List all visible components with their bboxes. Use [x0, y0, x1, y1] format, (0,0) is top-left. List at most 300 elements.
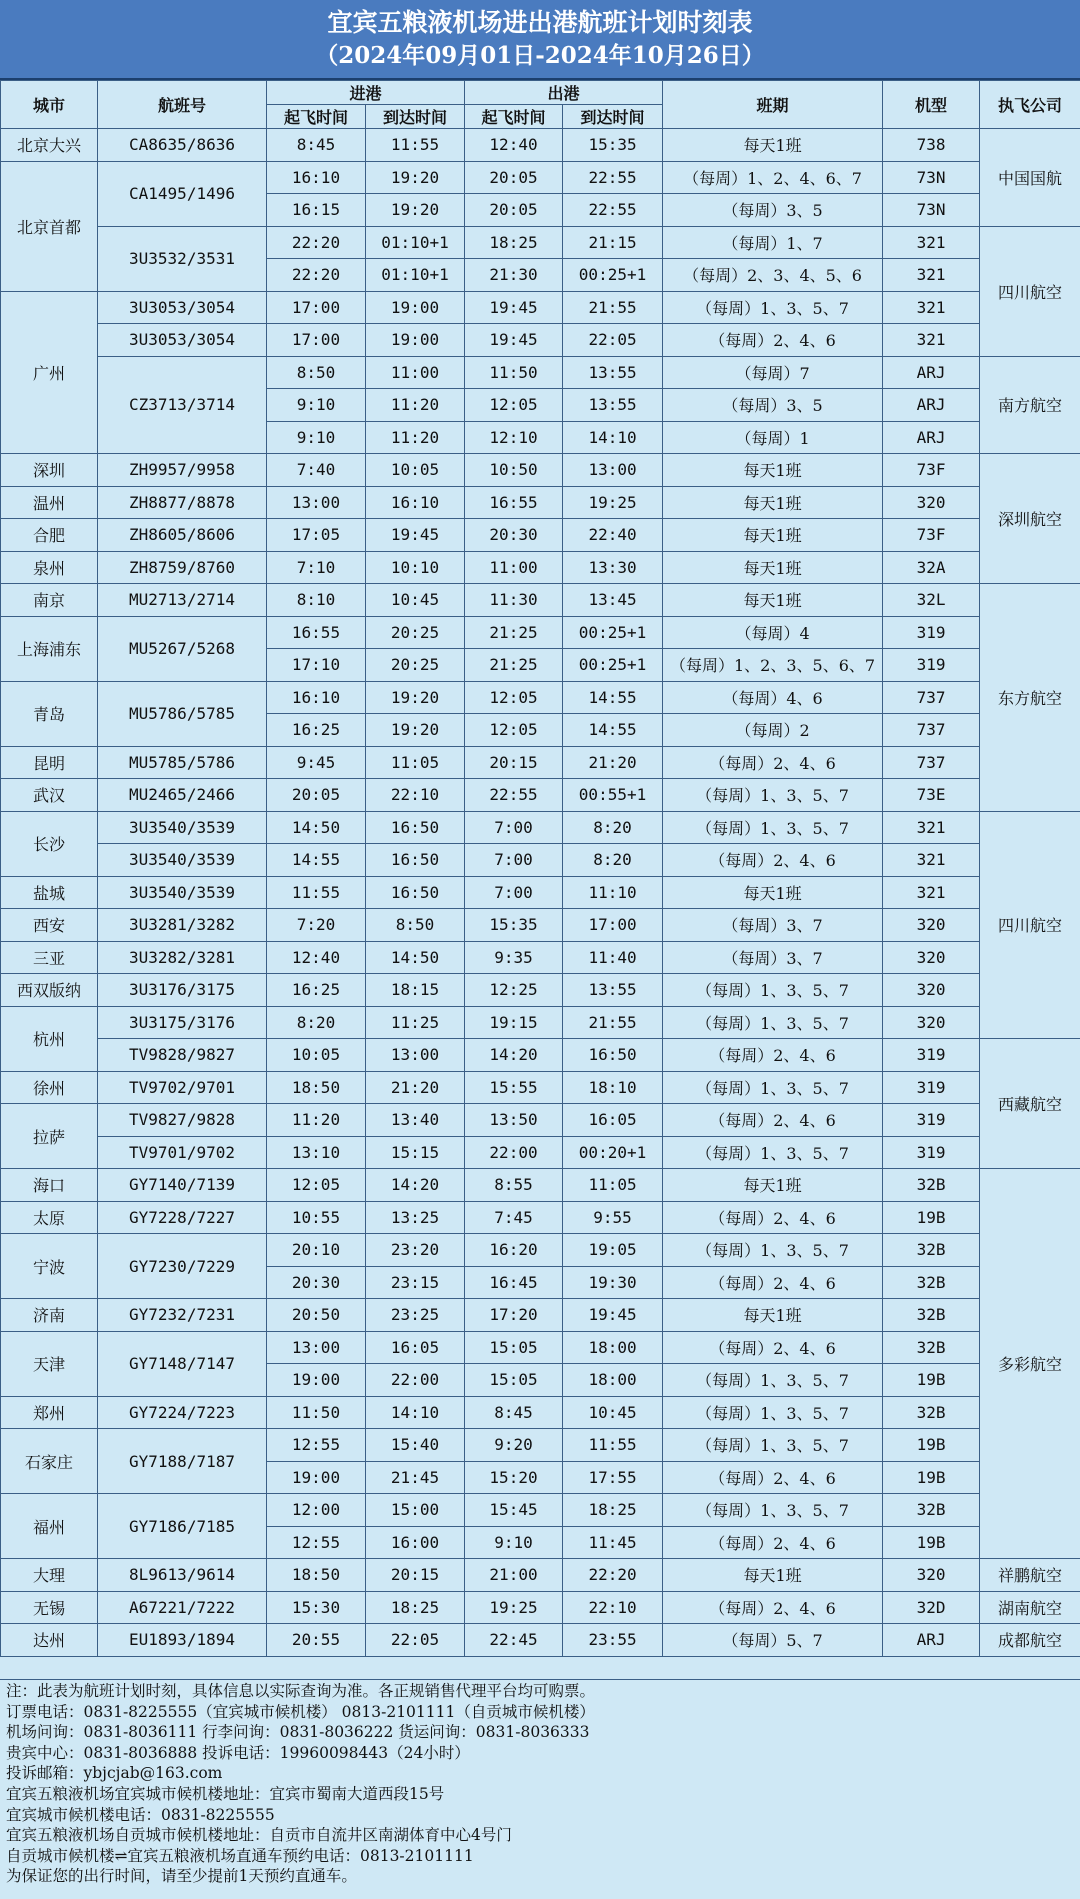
flight-number-cell: ZH8759/8760: [98, 551, 267, 584]
in-dep-time-cell: 12:55: [267, 1526, 366, 1559]
flight-number-cell: EU1893/1894: [98, 1624, 267, 1657]
flight-number-cell: MU2465/2466: [98, 779, 267, 812]
table-row: [1, 1039, 1080, 1072]
schedule-cell: （每周）1、3、5、7: [663, 974, 883, 1007]
table-row: [1, 1331, 1080, 1364]
airline-cell: 四川航空: [980, 811, 1080, 1039]
schedule-cell: （每周）3、5: [663, 194, 883, 227]
aircraft-cell: 32B: [883, 1234, 980, 1267]
out-arr-time-cell: 00:25+1: [563, 259, 663, 292]
in-dep-time-cell: 22:20: [267, 226, 366, 259]
flight-number-cell: ZH9957/9958: [98, 454, 267, 487]
in-arr-time-cell: 15:00: [366, 1494, 465, 1527]
out-arr-time-cell: 22:55: [563, 194, 663, 227]
out-arr-time-cell: 13:55: [563, 974, 663, 1007]
flight-number-cell: 3U3053/3054: [98, 324, 267, 357]
schedule-cell: （每周）1、3、5、7: [663, 1071, 883, 1104]
out-arr-time-cell: 22:20: [563, 1559, 663, 1592]
in-arr-time-cell: 19:00: [366, 291, 465, 324]
note-line: 宜宾五粮液机场自贡城市候机楼地址：自贡市自流井区南湖体育中心4号门: [6, 1826, 512, 1845]
city-cell: 天津: [1, 1331, 98, 1396]
table-row: [1, 746, 1080, 779]
in-arr-time-cell: 19:00: [366, 324, 465, 357]
airline-cell: 中国国航: [980, 129, 1080, 227]
flight-number-cell: ZH8605/8606: [98, 519, 267, 552]
city-cell: 盐城: [1, 876, 98, 909]
flight-number-cell: TV9828/9827: [98, 1039, 267, 1072]
schedule-cell: （每周）3、7: [663, 941, 883, 974]
out-dep-time-cell: 9:10: [465, 1526, 563, 1559]
aircraft-cell: 19B: [883, 1201, 980, 1234]
aircraft-cell: 321: [883, 259, 980, 292]
city-cell: 拉萨: [1, 1104, 98, 1169]
out-dep-time-cell: 20:05: [465, 194, 563, 227]
in-dep-time-cell: 8:20: [267, 1006, 366, 1039]
aircraft-cell: 73N: [883, 161, 980, 194]
flight-number-cell: GY7232/7231: [98, 1299, 267, 1332]
col-schedule: 班期: [663, 81, 883, 129]
out-dep-time-cell: 12:05: [465, 681, 563, 714]
table-row: [1, 1396, 1080, 1429]
aircraft-cell: 32B: [883, 1396, 980, 1429]
out-dep-time-cell: 18:25: [465, 226, 563, 259]
table-row: [1, 486, 1080, 519]
city-cell: 海口: [1, 1169, 98, 1202]
schedule-cell: （每周）1: [663, 421, 883, 454]
aircraft-cell: 73E: [883, 779, 980, 812]
flight-number-cell: GY7140/7139: [98, 1169, 267, 1202]
note-line: 投诉邮箱：ybjcjab@163.com: [6, 1764, 223, 1783]
in-arr-time-cell: 13:00: [366, 1039, 465, 1072]
flight-number-cell: 3U3053/3054: [98, 291, 267, 324]
note-line: 订票电话：0831-8225555（宜宾城市候机楼） 0813-2101111（自贡城市候机楼）: [6, 1702, 595, 1721]
in-dep-time-cell: 16:15: [267, 194, 366, 227]
out-dep-time-cell: 12:25: [465, 974, 563, 1007]
out-dep-time-cell: 11:30: [465, 584, 563, 617]
out-arr-time-cell: 19:05: [563, 1234, 663, 1267]
aircraft-cell: 737: [883, 746, 980, 779]
out-dep-time-cell: 22:55: [465, 779, 563, 812]
out-arr-time-cell: 19:30: [563, 1266, 663, 1299]
in-dep-time-cell: 18:50: [267, 1071, 366, 1104]
in-arr-time-cell: 01:10+1: [366, 226, 465, 259]
out-arr-time-cell: 14:55: [563, 681, 663, 714]
schedule-cell: 每天1班: [663, 584, 883, 617]
in-dep-time-cell: 9:10: [267, 421, 366, 454]
out-dep-time-cell: 8:45: [465, 1396, 563, 1429]
out-dep-time-cell: 21:25: [465, 649, 563, 682]
city-cell: 西安: [1, 909, 98, 942]
flight-number-cell: TV9701/9702: [98, 1136, 267, 1169]
city-cell: 福州: [1, 1494, 98, 1559]
aircraft-cell: 319: [883, 1104, 980, 1137]
in-arr-time-cell: 14:50: [366, 941, 465, 974]
out-dep-time-cell: 21:00: [465, 1559, 563, 1592]
in-dep-time-cell: 10:05: [267, 1039, 366, 1072]
table-row: [1, 356, 1080, 389]
table-row: [1, 1006, 1080, 1039]
out-dep-time-cell: 9:20: [465, 1429, 563, 1462]
out-dep-time-cell: 10:50: [465, 454, 563, 487]
out-arr-time-cell: 00:25+1: [563, 616, 663, 649]
in-arr-time-cell: 8:50: [366, 909, 465, 942]
schedule-cell: （每周）2、3、4、5、6: [663, 259, 883, 292]
flight-number-cell: MU5785/5786: [98, 746, 267, 779]
schedule-cell: （每周）4: [663, 616, 883, 649]
out-dep-time-cell: 16:55: [465, 486, 563, 519]
out-arr-time-cell: 21:15: [563, 226, 663, 259]
in-dep-time-cell: 16:25: [267, 714, 366, 747]
aircraft-cell: 738: [883, 129, 980, 162]
flight-number-cell: 8L9613/9614: [98, 1559, 267, 1592]
aircraft-cell: 321: [883, 324, 980, 357]
in-dep-time-cell: 17:05: [267, 519, 366, 552]
schedule-cell: （每周）1、7: [663, 226, 883, 259]
flight-number-cell: CA8635/8636: [98, 129, 267, 162]
out-dep-time-cell: 12:40: [465, 129, 563, 162]
city-cell: 青岛: [1, 681, 98, 746]
table-row: [1, 1169, 1080, 1202]
city-cell: 郑州: [1, 1396, 98, 1429]
in-arr-time-cell: 14:10: [366, 1396, 465, 1429]
out-arr-time-cell: 22:05: [563, 324, 663, 357]
airline-cell: 东方航空: [980, 584, 1080, 812]
city-cell: 合肥: [1, 519, 98, 552]
flight-number-cell: 3U3532/3531: [98, 226, 267, 291]
out-dep-time-cell: 14:20: [465, 1039, 563, 1072]
aircraft-cell: 32B: [883, 1266, 980, 1299]
out-dep-time-cell: 7:00: [465, 844, 563, 877]
table-row: [1, 1234, 1080, 1267]
aircraft-cell: ARJ: [883, 1624, 980, 1657]
aircraft-cell: 32A: [883, 551, 980, 584]
city-cell: 宁波: [1, 1234, 98, 1299]
schedule-cell: （每周）2、4、6: [663, 1331, 883, 1364]
aircraft-cell: 321: [883, 226, 980, 259]
aircraft-cell: ARJ: [883, 389, 980, 422]
aircraft-cell: 320: [883, 1006, 980, 1039]
schedule-cell: 每天1班: [663, 876, 883, 909]
out-dep-time-cell: 16:20: [465, 1234, 563, 1267]
aircraft-cell: 319: [883, 616, 980, 649]
out-dep-time-cell: 11:50: [465, 356, 563, 389]
city-cell: 昆明: [1, 746, 98, 779]
table-row: [1, 1624, 1080, 1657]
in-arr-time-cell: 23:20: [366, 1234, 465, 1267]
city-cell: 三亚: [1, 941, 98, 974]
out-arr-time-cell: 18:00: [563, 1364, 663, 1397]
col-out-dep: 起飞时间: [465, 105, 563, 129]
out-arr-time-cell: 00:55+1: [563, 779, 663, 812]
table-row: [1, 616, 1080, 649]
out-dep-time-cell: 20:30: [465, 519, 563, 552]
flight-number-cell: GY7230/7229: [98, 1234, 267, 1299]
city-cell: 杭州: [1, 1006, 98, 1071]
schedule-cell: 每天1班: [663, 1559, 883, 1592]
table-row: [1, 1136, 1080, 1169]
in-dep-time-cell: 8:10: [267, 584, 366, 617]
out-arr-time-cell: 19:25: [563, 486, 663, 519]
flight-number-cell: 3U3282/3281: [98, 941, 267, 974]
flight-number-cell: TV9702/9701: [98, 1071, 267, 1104]
schedule-cell: （每周）2、4、6: [663, 1104, 883, 1137]
in-dep-time-cell: 17:00: [267, 324, 366, 357]
table-row: [1, 1071, 1080, 1104]
aircraft-cell: 319: [883, 1071, 980, 1104]
aircraft-cell: 32B: [883, 1169, 980, 1202]
aircraft-cell: 19B: [883, 1429, 980, 1462]
table-row: [1, 161, 1080, 194]
flight-number-cell: GY7188/7187: [98, 1429, 267, 1494]
city-cell: 泉州: [1, 551, 98, 584]
in-dep-time-cell: 19:00: [267, 1461, 366, 1494]
in-arr-time-cell: 10:45: [366, 584, 465, 617]
flight-number-cell: TV9827/9828: [98, 1104, 267, 1137]
airline-cell: 四川航空: [980, 226, 1080, 356]
aircraft-cell: 319: [883, 1039, 980, 1072]
out-arr-time-cell: 16:50: [563, 1039, 663, 1072]
flight-schedule-table: [0, 80, 1080, 1657]
aircraft-cell: 73N: [883, 194, 980, 227]
table-row: [1, 551, 1080, 584]
schedule-cell: （每周）2、4、6: [663, 844, 883, 877]
out-dep-time-cell: 15:05: [465, 1364, 563, 1397]
in-dep-time-cell: 14:50: [267, 811, 366, 844]
flight-number-cell: 3U3540/3539: [98, 811, 267, 844]
out-arr-time-cell: 13:55: [563, 356, 663, 389]
city-cell: 深圳: [1, 454, 98, 487]
flight-number-cell: A67221/7222: [98, 1591, 267, 1624]
flight-number-cell: 3U3281/3282: [98, 909, 267, 942]
out-dep-time-cell: 20:05: [465, 161, 563, 194]
schedule-cell: 每天1班: [663, 1169, 883, 1202]
page-subtitle: （2024年09月01日-2024年10月26日）: [315, 42, 765, 69]
table-row: [1, 1429, 1080, 1462]
table-row: [1, 1201, 1080, 1234]
in-arr-time-cell: 19:45: [366, 519, 465, 552]
in-arr-time-cell: 16:50: [366, 811, 465, 844]
schedule-body: [1, 129, 1080, 1657]
out-dep-time-cell: 11:00: [465, 551, 563, 584]
table-row: [1, 941, 1080, 974]
aircraft-cell: 320: [883, 1559, 980, 1592]
schedule-cell: （每周）2、4、6: [663, 324, 883, 357]
out-arr-time-cell: 18:25: [563, 1494, 663, 1527]
out-arr-time-cell: 21:20: [563, 746, 663, 779]
in-arr-time-cell: 13:40: [366, 1104, 465, 1137]
schedule-cell: 每天1班: [663, 1299, 883, 1332]
out-arr-time-cell: 21:55: [563, 1006, 663, 1039]
table-row: [1, 291, 1080, 324]
in-dep-time-cell: 11:55: [267, 876, 366, 909]
in-arr-time-cell: 15:40: [366, 1429, 465, 1462]
flight-number-cell: 3U3540/3539: [98, 876, 267, 909]
in-arr-time-cell: 11:25: [366, 1006, 465, 1039]
in-dep-time-cell: 14:55: [267, 844, 366, 877]
city-cell: 上海浦东: [1, 616, 98, 681]
col-out-arr: 到达时间: [563, 105, 663, 129]
in-dep-time-cell: 19:00: [267, 1364, 366, 1397]
in-dep-time-cell: 7:10: [267, 551, 366, 584]
in-arr-time-cell: 19:20: [366, 681, 465, 714]
out-dep-time-cell: 16:45: [465, 1266, 563, 1299]
in-dep-time-cell: 22:20: [267, 259, 366, 292]
out-dep-time-cell: 13:50: [465, 1104, 563, 1137]
in-dep-time-cell: 8:50: [267, 356, 366, 389]
col-airline: 执飞公司: [980, 81, 1080, 129]
in-dep-time-cell: 12:00: [267, 1494, 366, 1527]
out-dep-time-cell: 15:55: [465, 1071, 563, 1104]
flight-number-cell: 3U3175/3176: [98, 1006, 267, 1039]
in-arr-time-cell: 20:15: [366, 1559, 465, 1592]
schedule-cell: （每周）1、3、5、7: [663, 779, 883, 812]
city-cell: 长沙: [1, 811, 98, 876]
schedule-cell: （每周）2: [663, 714, 883, 747]
flight-number-cell: CZ3713/3714: [98, 356, 267, 454]
in-arr-time-cell: 01:10+1: [366, 259, 465, 292]
schedule-cell: （每周）2、4、6: [663, 1201, 883, 1234]
table-row: [1, 1299, 1080, 1332]
schedule-cell: （每周）1、3、5、7: [663, 1234, 883, 1267]
out-arr-time-cell: 11:45: [563, 1526, 663, 1559]
aircraft-cell: 320: [883, 974, 980, 1007]
city-cell: 无锡: [1, 1591, 98, 1624]
aircraft-cell: 32B: [883, 1331, 980, 1364]
aircraft-cell: 73F: [883, 519, 980, 552]
in-arr-time-cell: 11:00: [366, 356, 465, 389]
out-dep-time-cell: 12:05: [465, 389, 563, 422]
note-line: 自贡城市候机楼⇌宜宾五粮液机场直通车预约电话：0813-2101111: [6, 1846, 474, 1865]
table-row: [1, 129, 1080, 162]
aircraft-cell: 321: [883, 876, 980, 909]
out-arr-time-cell: 8:20: [563, 844, 663, 877]
in-dep-time-cell: 13:00: [267, 1331, 366, 1364]
schedule-cell: （每周）2、4、6: [663, 1039, 883, 1072]
in-dep-time-cell: 11:20: [267, 1104, 366, 1137]
out-arr-time-cell: 16:05: [563, 1104, 663, 1137]
aircraft-cell: 19B: [883, 1461, 980, 1494]
out-arr-time-cell: 00:25+1: [563, 649, 663, 682]
city-cell: 大理: [1, 1559, 98, 1592]
out-dep-time-cell: 20:15: [465, 746, 563, 779]
out-dep-time-cell: 22:00: [465, 1136, 563, 1169]
schedule-cell: （每周）2、4、6: [663, 1461, 883, 1494]
airline-cell: 成都航空: [980, 1624, 1080, 1657]
in-dep-time-cell: 13:00: [267, 486, 366, 519]
out-arr-time-cell: 11:05: [563, 1169, 663, 1202]
aircraft-cell: ARJ: [883, 356, 980, 389]
in-arr-time-cell: 19:20: [366, 714, 465, 747]
col-city: 城市: [1, 81, 98, 129]
schedule-cell: （每周）1、3、5、7: [663, 1364, 883, 1397]
notes-section: [0, 1679, 1080, 1899]
schedule-cell: （每周）7: [663, 356, 883, 389]
table-row: [1, 974, 1080, 1007]
city-cell: 广州: [1, 291, 98, 454]
city-cell: 武汉: [1, 779, 98, 812]
flight-number-cell: ZH8877/8878: [98, 486, 267, 519]
in-dep-time-cell: 20:55: [267, 1624, 366, 1657]
title-banner: [0, 0, 1080, 80]
aircraft-cell: 319: [883, 1136, 980, 1169]
out-arr-time-cell: 17:55: [563, 1461, 663, 1494]
in-dep-time-cell: 12:05: [267, 1169, 366, 1202]
city-cell: 北京首都: [1, 161, 98, 291]
in-dep-time-cell: 16:10: [267, 681, 366, 714]
in-arr-time-cell: 10:10: [366, 551, 465, 584]
in-arr-time-cell: 10:05: [366, 454, 465, 487]
out-dep-time-cell: 7:00: [465, 876, 563, 909]
schedule-cell: （每周）2、4、6: [663, 1591, 883, 1624]
aircraft-cell: 32D: [883, 1591, 980, 1624]
note-line: 机场问询：0831-8036111 行李问询：0831-8036222 货运问询：0831-8036333: [6, 1723, 590, 1742]
in-dep-time-cell: 13:10: [267, 1136, 366, 1169]
in-dep-time-cell: 9:10: [267, 389, 366, 422]
table-row: [1, 226, 1080, 259]
out-dep-time-cell: 19:45: [465, 291, 563, 324]
airline-cell: 深圳航空: [980, 454, 1080, 584]
out-arr-time-cell: 22:40: [563, 519, 663, 552]
schedule-cell: 每天1班: [663, 519, 883, 552]
in-arr-time-cell: 18:25: [366, 1591, 465, 1624]
out-arr-time-cell: 21:55: [563, 291, 663, 324]
out-dep-time-cell: 12:10: [465, 421, 563, 454]
out-arr-time-cell: 11:40: [563, 941, 663, 974]
in-arr-time-cell: 19:20: [366, 194, 465, 227]
table-row: [1, 584, 1080, 617]
out-dep-time-cell: 7:45: [465, 1201, 563, 1234]
flight-number-cell: 3U3540/3539: [98, 844, 267, 877]
in-dep-time-cell: 17:00: [267, 291, 366, 324]
aircraft-cell: 321: [883, 291, 980, 324]
table-row: [1, 324, 1080, 357]
in-dep-time-cell: 20:30: [267, 1266, 366, 1299]
schedule-cell: （每周）5、7: [663, 1624, 883, 1657]
schedule-cell: （每周）1、3、5、7: [663, 1494, 883, 1527]
note-line: 贵宾中心：0831-8036888 投诉电话：19960098443（24小时）: [6, 1743, 470, 1762]
in-arr-time-cell: 23:15: [366, 1266, 465, 1299]
table-row: [1, 1559, 1080, 1592]
airline-cell: 祥鹏航空: [980, 1559, 1080, 1592]
out-arr-time-cell: 11:10: [563, 876, 663, 909]
col-departure-group: 出港: [465, 81, 663, 105]
city-cell: 达州: [1, 1624, 98, 1657]
flight-number-cell: MU5267/5268: [98, 616, 267, 681]
out-dep-time-cell: 9:35: [465, 941, 563, 974]
out-dep-time-cell: 19:25: [465, 1591, 563, 1624]
table-row: [1, 1104, 1080, 1137]
in-arr-time-cell: 15:15: [366, 1136, 465, 1169]
in-dep-time-cell: 12:40: [267, 941, 366, 974]
aircraft-cell: 73F: [883, 454, 980, 487]
in-arr-time-cell: 16:10: [366, 486, 465, 519]
aircraft-cell: 32B: [883, 1299, 980, 1332]
out-arr-time-cell: 13:45: [563, 584, 663, 617]
in-dep-time-cell: 8:45: [267, 129, 366, 162]
table-row: [1, 811, 1080, 844]
aircraft-cell: 32B: [883, 1494, 980, 1527]
out-dep-time-cell: 8:55: [465, 1169, 563, 1202]
in-dep-time-cell: 16:55: [267, 616, 366, 649]
out-dep-time-cell: 21:30: [465, 259, 563, 292]
schedule-cell: （每周）1、3、5、7: [663, 811, 883, 844]
aircraft-cell: 320: [883, 486, 980, 519]
aircraft-cell: 737: [883, 681, 980, 714]
col-flight: 航班号: [98, 81, 267, 129]
table-row: [1, 844, 1080, 877]
out-arr-time-cell: 14:55: [563, 714, 663, 747]
out-arr-time-cell: 13:55: [563, 389, 663, 422]
